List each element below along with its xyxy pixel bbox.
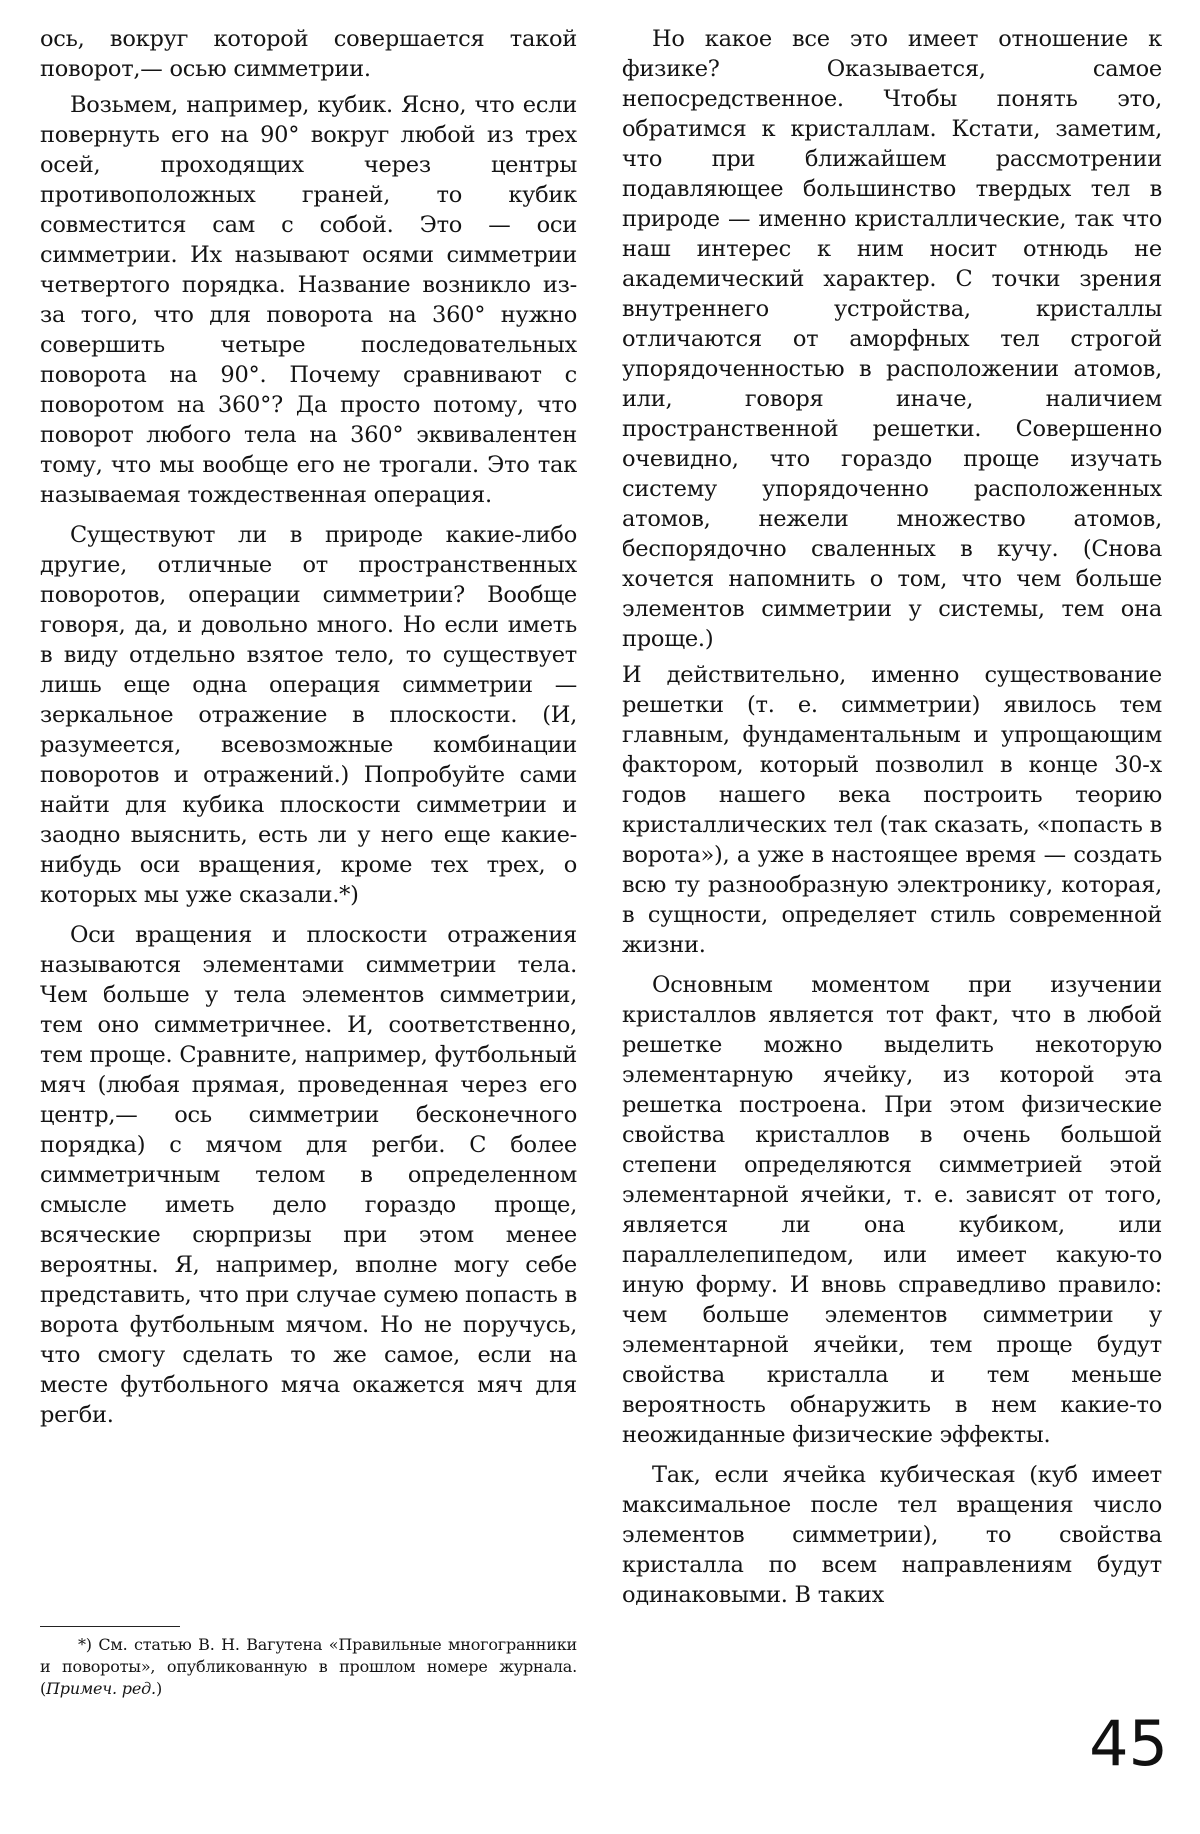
paragraph-right-3: Основным моментом при изучении кристаллов является тот факт, что в любой решетке можно выделить некоторую элементарную ячейку, из которой эта решетка построена. При этом физические свойства кристаллов в очень большой степени определяются симметрией этой элементарной ячейки, т. е. зависят от того, является ли она кубиком, или параллелепипедом, или имеет какую-то иную форму. И вновь справедливо правило: чем больше элементов симметрии у элементарной ячейки, тем проще будут свойства кристалла и тем меньше вероятность обнаружить в нем какие-то неожиданные физические эффекты.: [622, 972, 1162, 1448]
paragraph-left-1: ось, вокруг которой совершается такой поворот,— осью симметрии.: [40, 26, 577, 82]
right-column: [622, 24, 1162, 1616]
paragraph-right-1: Но какое все это имеет отношение к физике? Оказывается, самое непосредственное. Чтобы понять это, обратимся к кристаллам. Кстати, заметим, что при ближайшем рассмотрении подавляющее большинство твердых тел в природе — именно кристаллические, так что наш интерес к ним носит отнюдь не академический характер. С точки зрения внутреннего устройства, кристаллы отличаются от аморфных тел строгой упорядоченностью в расположении атомов, или, говоря иначе, наличием пространственной решетки. Совершенно очевидно, что гораздо проще изучать систему упорядоченно расположенных атомов, нежели множество атомов, беспорядочно сваленных в кучу. (Снова хочется напомнить о том, что чем больше элементов симметрии у системы, тем она проще.): [622, 26, 1162, 652]
footnote-tail: ): [155, 1679, 162, 1698]
footnote-text: *) См. статью В. Н. Вагутена «Правильные многогранники и повороты», опубликованную в прошлом номере журнала. (: [40, 1635, 577, 1698]
page-number: 45: [1089, 1707, 1168, 1780]
paragraph-right-2: И действительно, именно существование решетки (т. е. симметрии) явилось тем главным, фундаментальным и упрощающим фактором, который позволил в конце 30-х годов нашего века построить теорию кристаллических тел (так сказать, «попасть в ворота»), а уже в настоящее время — создать всю ту разнообразную электронику, которая, в сущности, определяет стиль современной жизни.: [622, 662, 1162, 958]
paragraph-left-3: Существуют ли в природе какие-либо другие, отличные от пространственных поворотов, операции симметрии? Вообще говоря, да, и довольно много. Но если иметь в виду отдельно взятое тело, то существует лишь еще одна операция симметрии — зеркальное отражение в плоскости. (И, разумеется, всевозможные комбинации поворотов и отражений.) Попробуйте сами найти для кубика плоскости симметрии и заодно выяснить, есть ли у него еще какие-нибудь оси вращения, кроме тех трех, о которых мы уже сказали.*): [40, 522, 577, 908]
footnote-editor-note: Примеч. ред.: [46, 1679, 156, 1698]
paragraph-right-4: Так, если ячейка кубическая (куб имеет максимальное после тел вращения число элементов симметрии), то свойства кристалла по всем направлениям будут одинаковыми. В таких: [622, 1462, 1162, 1608]
footnote: [40, 1634, 577, 1700]
left-column: [40, 24, 577, 1436]
footnote-divider: [40, 1626, 180, 1627]
paragraph-left-4: Оси вращения и плоскости отражения называются элементами симметрии тела. Чем больше у тела элементов симметрии, тем оно симметричнее. И, соответственно, тем проще. Сравните, например, футбольный мяч (любая прямая, проведенная через его центр,— ось симметрии бесконечного порядка) с мячом для регби. С более симметричным телом в определенном смысле иметь дело гораздо проще, всяческие сюрпризы при этом менее вероятны. Я, например, вполне могу себе представить, что при случае сумею попасть в ворота футбольным мячом. Но не поручусь, что смогу сделать то же самое, если на месте футбольного мяча окажется мяч для регби.: [40, 922, 577, 1428]
paragraph-left-2: Возьмем, например, кубик. Ясно, что если повернуть его на 90° вокруг любой из трех осей, проходящих через центры противоположных граней, то кубик совместится сам с собой. Это — оси симметрии. Их называют осями симметрии четвертого порядка. Название возникло из-за того, что для поворота на 360° нужно совершить четыре последовательных поворота на 90°. Почему сравнивают с поворотом на 360°? Да просто потому, что поворот любого тела на 360° эквивалентен тому, что мы вообще его не трогали. Это так называемая тождественная операция.: [40, 92, 577, 508]
